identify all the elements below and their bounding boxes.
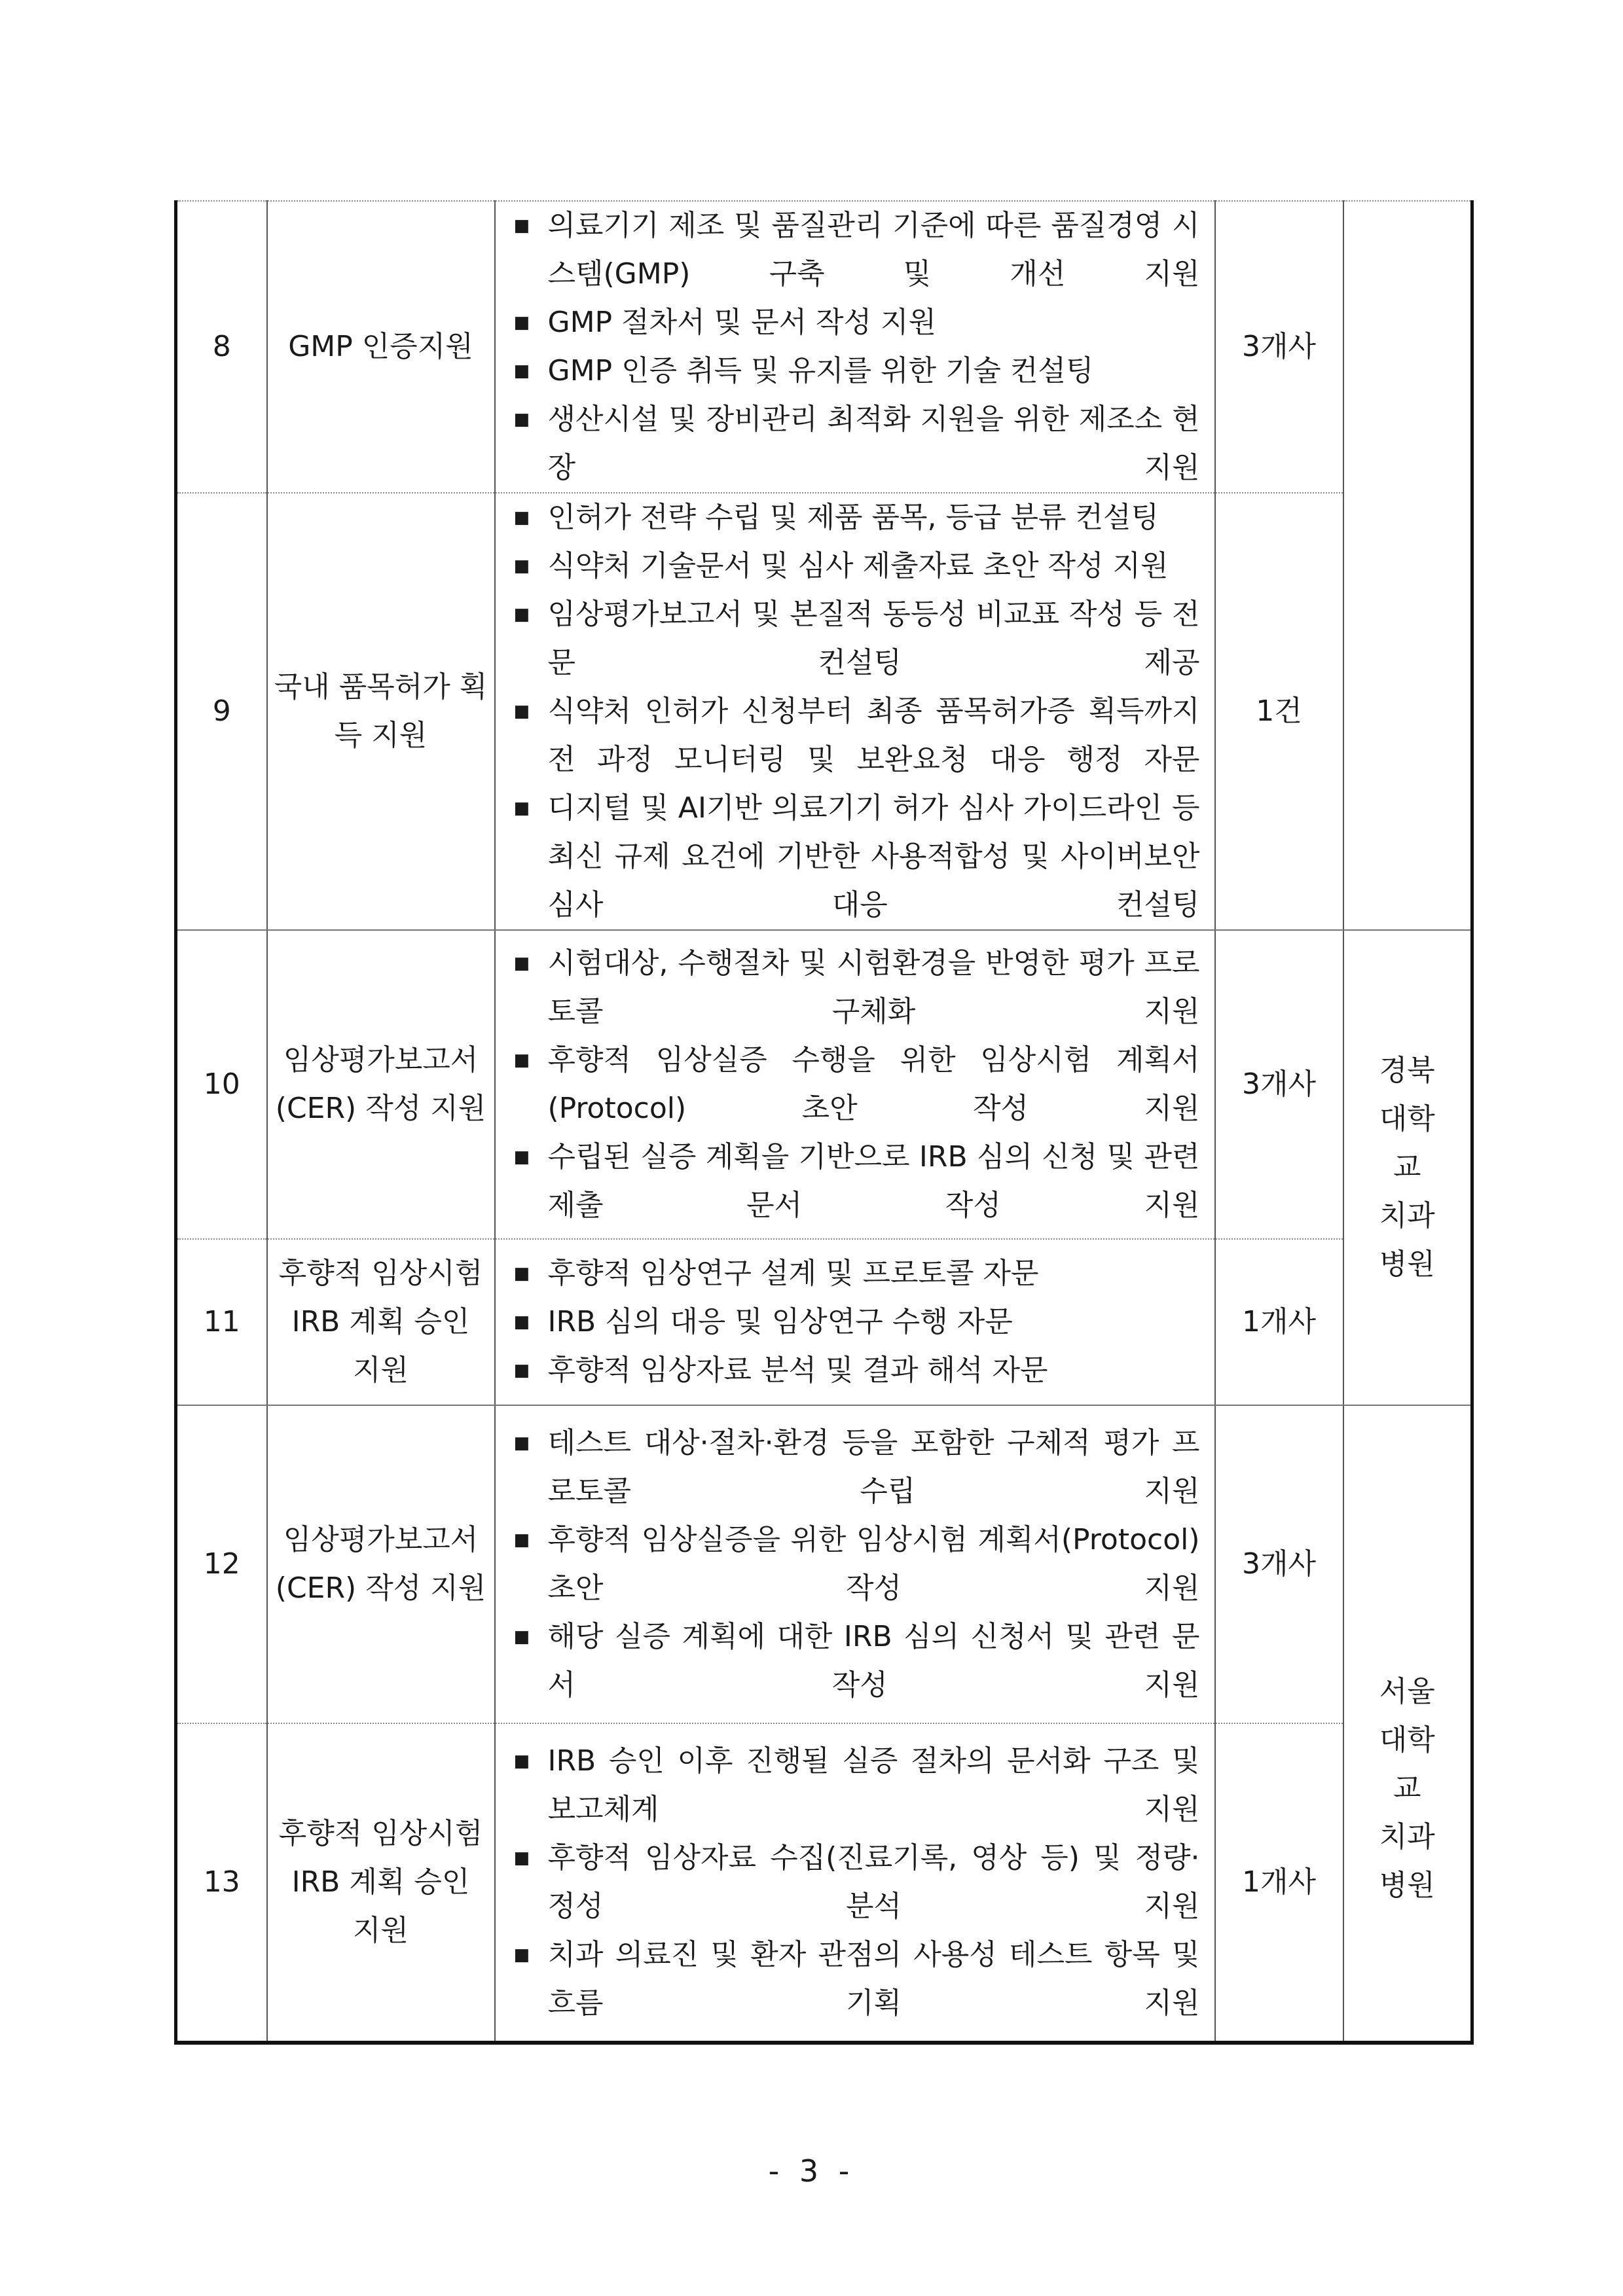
program-description <box>495 930 1215 1239</box>
list-item-text: 식약처 인허가 신청부터 최종 품목허가증 획득까지 전 과정 모니터링 및 보완요청 대응 행정 자문 <box>547 694 1200 776</box>
list-item <box>511 1036 1200 1133</box>
bullet-icon: ■ <box>513 954 530 973</box>
program-name: 임상평가보고서 (CER) 작성 지원 <box>267 930 495 1239</box>
row-number: 12 <box>176 1405 267 1723</box>
list-item-text: IRB 승인 이후 진행될 실증 절차의 문서화 구조 및 보고체계 지원 <box>547 1744 1200 1826</box>
target-count: 3개사 <box>1215 1405 1343 1723</box>
target-count: 1건 <box>1215 493 1343 930</box>
list-item-text: GMP 절차서 및 문서 작성 지원 <box>547 306 937 339</box>
description-list <box>511 1419 1200 1710</box>
list-item <box>511 1613 1200 1710</box>
bullet-icon: ■ <box>513 1264 530 1283</box>
description-list <box>511 1737 1200 2028</box>
bullet-icon: ■ <box>513 361 530 381</box>
list-item <box>511 590 1200 687</box>
list-item-text: 임상평가보고서 및 본질적 동등성 비교표 작성 등 전문 컨설팅 제공 <box>547 598 1200 679</box>
list-item <box>511 1346 1200 1395</box>
support-program-table <box>174 200 1474 2045</box>
target-count: 1개사 <box>1215 1239 1343 1405</box>
program-description <box>495 493 1215 930</box>
bullet-icon: ■ <box>513 1312 530 1332</box>
list-item-text: 치과 의료진 및 환자 관점의 사용성 테스트 항목 및 흐름 기획 지원 <box>547 1938 1200 2020</box>
institution: 서울 대학교 치과 병원 <box>1343 1405 1472 2043</box>
institution <box>1343 201 1472 930</box>
bullet-icon: ■ <box>513 1751 530 1771</box>
list-item-text: IRB 심의 대응 및 임상연구 수행 자문 <box>547 1305 1013 1338</box>
bullet-icon: ■ <box>513 1050 530 1070</box>
description-list <box>511 202 1200 492</box>
bullet-icon: ■ <box>513 605 530 624</box>
bullet-icon: ■ <box>513 1945 530 1965</box>
bullet-icon: ■ <box>513 410 530 429</box>
bullet-icon: ■ <box>513 1361 530 1380</box>
description-list <box>511 493 1200 929</box>
list-item <box>511 687 1200 784</box>
program-name: 국내 품목허가 획득 지원 <box>267 493 495 930</box>
list-item <box>511 1249 1200 1298</box>
list-item-text: 생산시설 및 장비관리 최적화 지원을 위한 제조소 현장 지원 <box>547 403 1200 484</box>
list-item-text: 시험대상, 수행절차 및 시험환경을 반영한 평가 프로토콜 구체화 지원 <box>547 946 1200 1028</box>
list-item <box>511 493 1200 542</box>
list-item-text: 후향적 임상실증을 위한 임상시험 계획서(Protocol) 초안 작성 지원 <box>547 1523 1200 1605</box>
table-row <box>176 493 1472 930</box>
list-item <box>511 1419 1200 1516</box>
table-body <box>176 201 1472 2043</box>
description-list <box>511 1249 1200 1395</box>
institution: 경북 대학교 치과 병원 <box>1343 930 1472 1405</box>
list-item <box>511 1133 1200 1230</box>
list-item-text: 인허가 전략 수립 및 제품 품목, 등급 분류 컨설팅 <box>547 501 1159 534</box>
program-description <box>495 201 1215 493</box>
bullet-icon: ■ <box>513 1530 530 1550</box>
list-item <box>511 395 1200 492</box>
list-item-text: 후향적 임상자료 분석 및 결과 해석 자문 <box>547 1354 1048 1387</box>
table-row <box>176 930 1472 1239</box>
program-description <box>495 1239 1215 1405</box>
list-item-text: GMP 인증 취득 및 유지를 위한 기술 컨설팅 <box>547 354 1094 387</box>
target-count: 3개사 <box>1215 201 1343 493</box>
list-item-text: 후향적 임상연구 설계 및 프로토콜 자문 <box>547 1257 1039 1290</box>
bullet-icon: ■ <box>513 702 530 721</box>
row-number: 11 <box>176 1239 267 1405</box>
list-item <box>511 347 1200 395</box>
list-item <box>511 1737 1200 1834</box>
program-name: 후향적 임상시험 IRB 계획 승인 지원 <box>267 1239 495 1405</box>
list-item-text: 수립된 실증 계획을 기반으로 IRB 심의 신청 및 관련 제출 문서 작성 지원 <box>547 1140 1200 1222</box>
list-item-text: 식약처 기술문서 및 심사 제출자료 초안 작성 지원 <box>547 549 1169 583</box>
list-item-text: 후향적 임상실증 수행을 위한 임상시험 계획서(Protocol) 초안 작성 지원 <box>547 1043 1200 1125</box>
list-item <box>511 542 1200 590</box>
row-number: 10 <box>176 930 267 1239</box>
target-count: 1개사 <box>1215 1723 1343 2043</box>
program-description <box>495 1405 1215 1723</box>
row-number: 9 <box>176 493 267 930</box>
list-item-text: 후향적 임상자료 수집(진료기록, 영상 등) 및 정량·정성 분석 지원 <box>547 1841 1200 1923</box>
bullet-icon: ■ <box>513 798 530 818</box>
list-item <box>511 1516 1200 1613</box>
list-item-text: 의료기기 제조 및 품질관리 기준에 따른 품질경영 시스템(GMP) 구축 및 개선 지원 <box>547 209 1200 291</box>
bullet-icon: ■ <box>513 1848 530 1868</box>
program-name: GMP 인증지원 <box>267 201 495 493</box>
bullet-icon: ■ <box>513 313 530 332</box>
list-item <box>511 1931 1200 2028</box>
list-item-text: 해당 실증 계획에 대한 IRB 심의 신청서 및 관련 문서 작성 지원 <box>547 1620 1200 1702</box>
bullet-icon: ■ <box>513 1627 530 1647</box>
list-item-text: 디지털 및 AI기반 의료기기 허가 심사 가이드라인 등 최신 규제 요건에 기반한 사용적합성 및 사이버보안 심사 대응 컨설팅 <box>547 791 1200 922</box>
bullet-icon: ■ <box>513 556 530 576</box>
bullet-icon: ■ <box>513 508 530 528</box>
target-count: 3개사 <box>1215 930 1343 1239</box>
bullet-icon: ■ <box>513 1433 530 1453</box>
program-name: 후향적 임상시험 IRB 계획 승인 지원 <box>267 1723 495 2043</box>
bullet-icon: ■ <box>513 216 530 236</box>
row-number: 8 <box>176 201 267 493</box>
table-row <box>176 201 1472 493</box>
list-item <box>511 1298 1200 1346</box>
list-item <box>511 1834 1200 1931</box>
page-number: - 3 - <box>768 2153 855 2189</box>
table-row <box>176 1239 1472 1405</box>
table-row <box>176 1723 1472 2043</box>
list-item <box>511 784 1200 929</box>
program-description <box>495 1723 1215 2043</box>
description-list <box>511 939 1200 1230</box>
list-item <box>511 202 1200 298</box>
row-number: 13 <box>176 1723 267 2043</box>
table-row <box>176 1405 1472 1723</box>
bullet-icon: ■ <box>513 1147 530 1167</box>
list-item <box>511 298 1200 347</box>
list-item-text: 테스트 대상·절차·환경 등을 포함한 구체적 평가 프로토콜 수립 지원 <box>547 1426 1200 1508</box>
list-item <box>511 939 1200 1036</box>
program-name: 임상평가보고서 (CER) 작성 지원 <box>267 1405 495 1723</box>
